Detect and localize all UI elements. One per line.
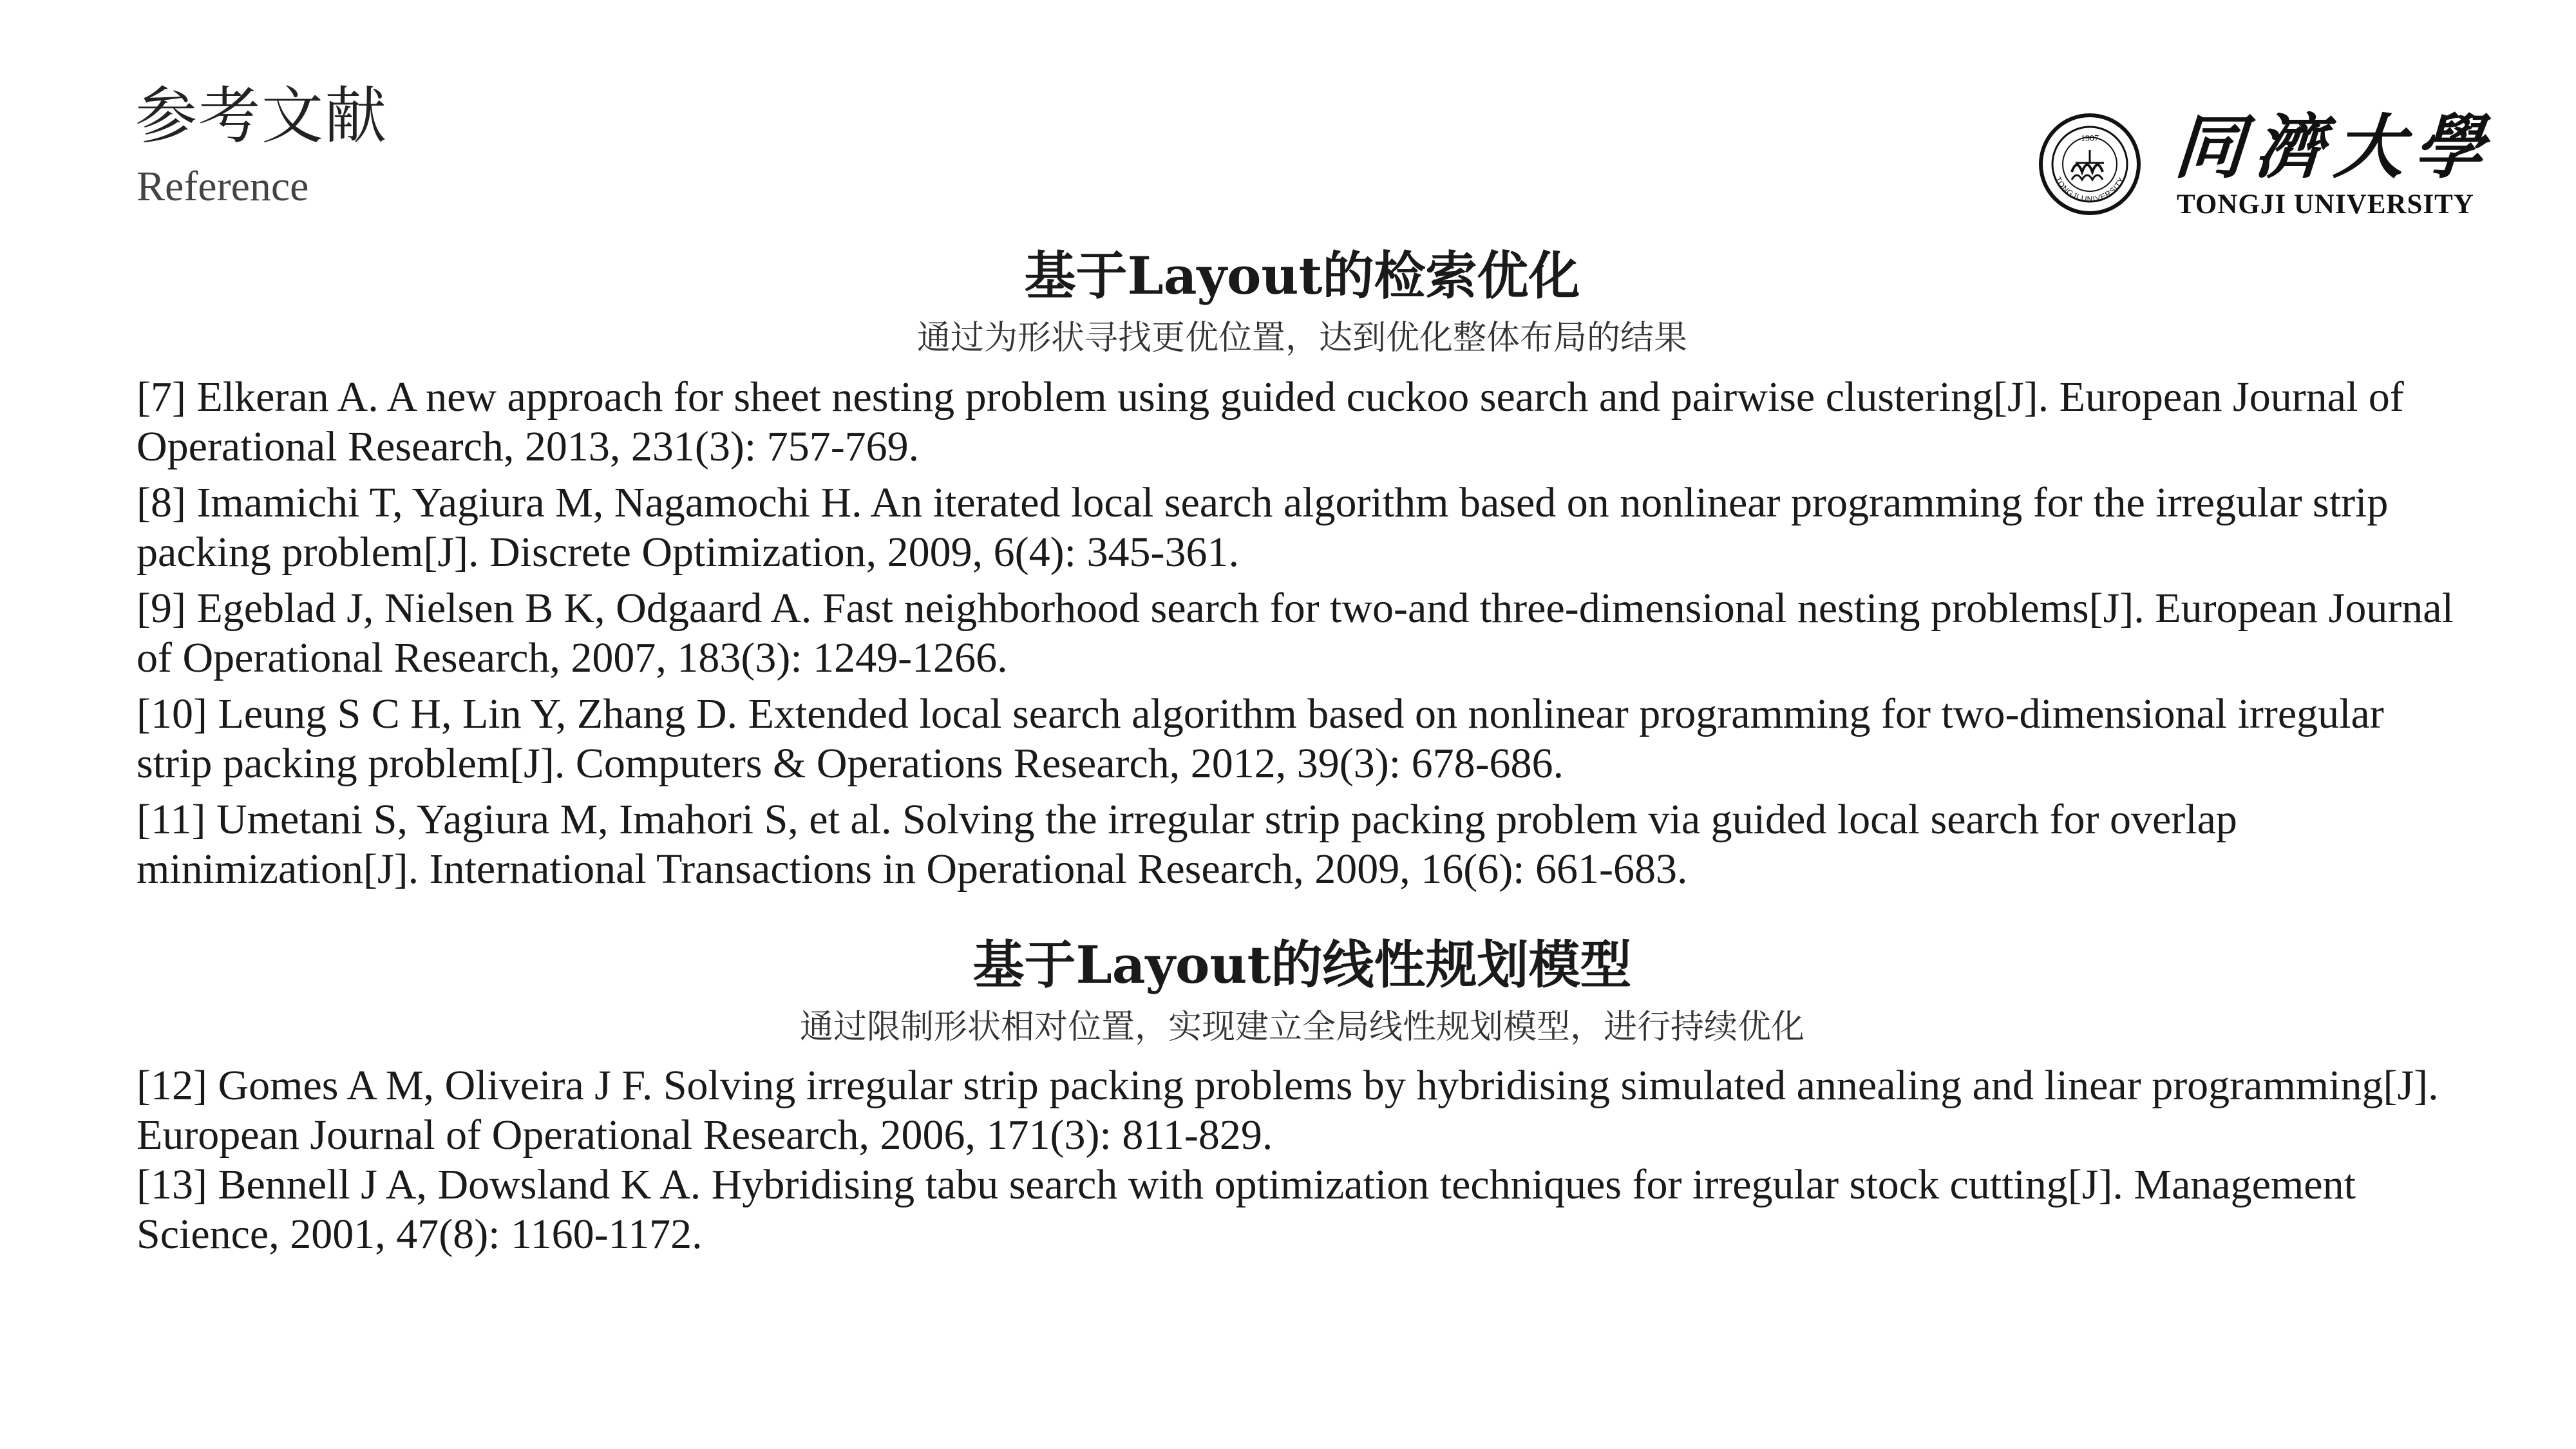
- section-title: 基于Layout的检索优化: [1024, 245, 1580, 306]
- section-linear-programming: [137, 933, 2468, 1260]
- reference-item: [7] Elkeran A. A new approach for sheet nesting problem using guided cuckoo search and pairwise clustering[J]. European Journal of Operational Research, 2013, 231(3): 757-769.: [137, 373, 2404, 470]
- university-logo: [2038, 107, 2497, 222]
- svg-text:TONGJI UNIVERSITY: [2054, 175, 2126, 204]
- page-subtitle: Reference: [137, 163, 309, 210]
- university-name-cn: 同濟大學: [2172, 107, 2497, 188]
- reference-item: [8] Imamichi T, Yagiura M, Nagamochi H. An iterated local search algorithm based on nonlinear programming for the irregular strip packing problem[J]. Discrete Optimization, 2009, 6(4): 345-361.: [137, 478, 2389, 576]
- reference-item: [11] Umetani S, Yagiura M, Imahori S, et al. Solving the irregular strip packing problem via guided local search for overlap minimization[J]. International Transactions in Operational Research, 2009, 16(6): 661-683.: [137, 795, 2237, 893]
- reference-item: [13] Bennell J A, Dowsland K A. Hybridising tabu search with optimization techniques for irregular stock cutting[J]. Management Science, 2001, 47(8): 1160-1172.: [137, 1161, 2356, 1258]
- section-layout-search: [137, 243, 2468, 894]
- reference-item: [9] Egeblad J, Nielsen B K, Odgaard A. Fast neighborhood search for two-and three-dimensional nesting problems[J]. European Journal of Operational Research, 2007, 183(3): 1249-1266.: [137, 584, 2454, 681]
- section-title: 基于Layout的线性规划模型: [972, 934, 1632, 995]
- university-seal-icon: [2038, 113, 2141, 216]
- seal-year: 1907: [2081, 134, 2099, 144]
- references-content: [137, 243, 2468, 1259]
- page-title: 参考文献: [135, 80, 388, 152]
- reference-list: [137, 1061, 2468, 1259]
- reference-list: [137, 372, 2468, 894]
- reference-item: [10] Leung S C H, Lin Y, Zhang D. Extended local search algorithm based on nonlinear programming for two-dimensional irregular strip packing problem[J]. Computers & Operations Research, 2012, 39(3): 678-686.: [137, 690, 2384, 787]
- seal-arc-text: TONGJI UNIVERSITY: [2053, 175, 2126, 204]
- university-name-en: TONGJI UNIVERSITY: [2177, 189, 2474, 220]
- reference-item: [12] Gomes A M, Oliveira J F. Solving irregular strip packing problems by hybridising simulated annealing and linear programming[J]. European Journal of Operational Research, 2006, 171(3): 811-829.: [137, 1062, 2439, 1159]
- section-subtitle: 通过为形状寻找更优位置，达到优化整体布局的结果: [916, 319, 1687, 357]
- section-subtitle: 通过限制形状相对位置，实现建立全局线性规划模型，进行持续优化: [799, 1007, 1804, 1046]
